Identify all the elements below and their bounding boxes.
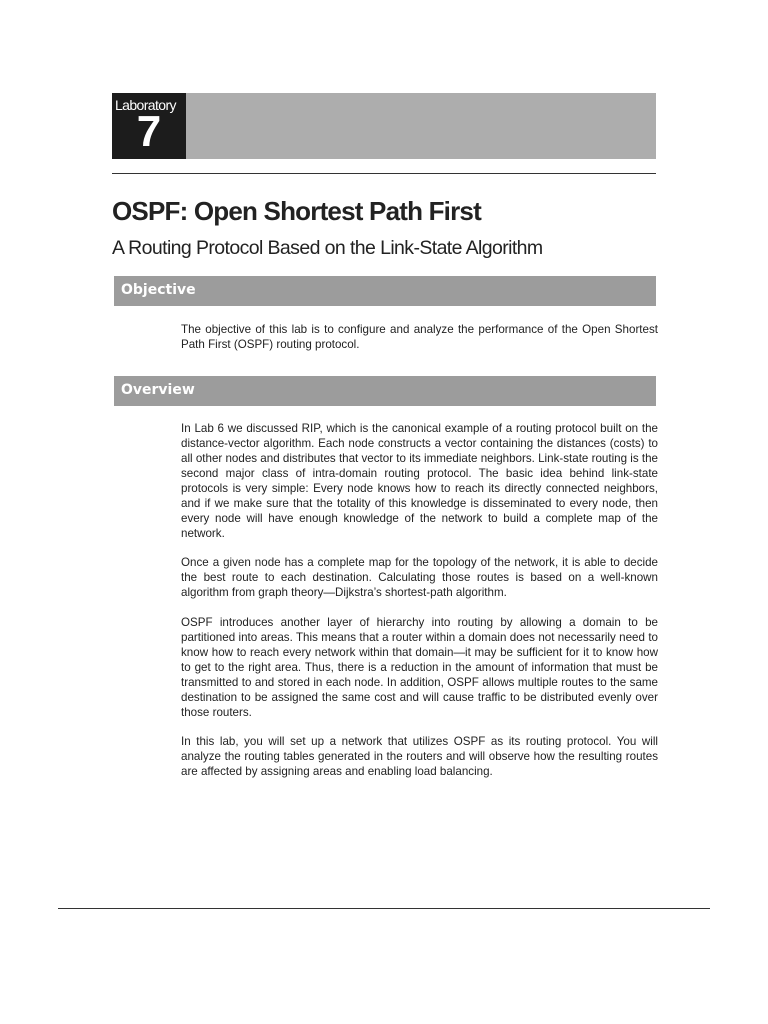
section-header-objective [114, 276, 656, 306]
chapter-number-box [112, 93, 186, 159]
overview-paragraph-1: In Lab 6 we discussed RIP, which is the canonical example of a routing protocol built on the distance-vector algorithm. Each node constructs a vector containing the distances (costs) to all other nodes and distributes that vector to its immediate neighbors. Link-state routing is the second major class of intra-domain routing protocol. The basic idea behind link-state protocols is very simple: Every node knows how to reach its directly connected neighbors, and if we make sure that the totality of this knowledge is disseminated to every node, then every node will have enough knowledge of the network to build a complete map of the network. [181, 422, 658, 540]
objective-paragraph: The objective of this lab is to configure and analyze the performance of the Open Shortest Path First (OSPF) routing protocol. [181, 323, 658, 351]
section-title: Overview [121, 382, 195, 398]
footer-divider [58, 908, 710, 909]
laboratory-number: 7 [136, 107, 162, 156]
chapter-header-band [112, 93, 656, 159]
laboratory-label: Laboratory [115, 97, 176, 113]
page-subtitle: A Routing Protocol Based on the Link-State Algorithm [112, 237, 543, 259]
section-header-overview [114, 376, 656, 406]
overview-paragraph-3: OSPF introduces another layer of hierarchy into routing by allowing a domain to be partitioned into areas. This means that a router within a domain does not necessarily need to know how to reach every network within that domain—it may be sufficient for it to know how to get to the right area. Thus, there is a reduction in the amount of information that must be transmitted to and stored in each node. In addition, OSPF allows multiple routes to the same destination to be assigned the same cost and will cause traffic to be distributed evenly over those routers. [181, 616, 658, 719]
page-title: OSPF: Open Shortest Path First [112, 196, 481, 226]
section-title: Objective [121, 282, 196, 298]
overview-paragraph-2: Once a given node has a complete map for the topology of the network, it is able to decide the best route to each destination. Calculating those routes is based on a well-known algorithm from graph theory—Dijkstra’s shortest-path algorithm. [181, 556, 658, 599]
header-divider [112, 173, 656, 174]
overview-paragraph-4: In this lab, you will set up a network that utilizes OSPF as its routing protocol. You will analyze the routing tables generated in the routers and will observe how the resulting routes are affected by assigning areas and enabling load balancing. [181, 735, 658, 778]
